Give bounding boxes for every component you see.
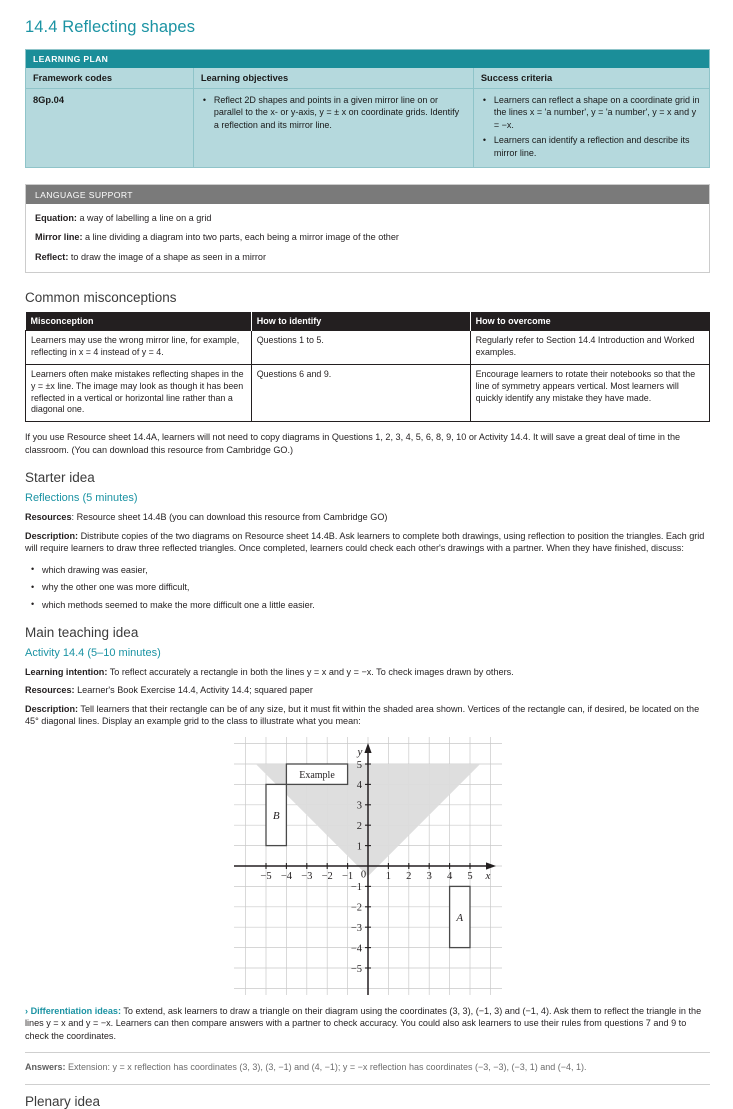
column-header-learning-objectives: Learning objectives [193,68,473,89]
main-activity-title: Activity 14.4 (5–10 minutes) [25,646,161,659]
glossary-definition: to draw the image of a shape as seen in a mirror [70,251,267,262]
axis-tick-label-y: 1 [356,841,362,853]
cell-success-criteria [473,89,709,168]
cell-learning-objectives [193,89,473,168]
list-item: • which drawing was easier, [42,564,710,576]
main-description [25,703,710,728]
glossary-term: Reflect: [35,251,69,262]
axis-tick-label-x: −5 [259,870,272,882]
cell-misconception: Learners often make mistakes reflecting shapes in the y = ±x line. The image may look as though it has been reflected in a vertical or horizontal line rather than a diagonal one. [26,364,252,422]
axis-tick-label-y: 3 [356,800,362,812]
list-item: • which methods seemed to make the more difficult one a little easier. [42,599,710,611]
list-item: • Reflect 2D shapes and points in a given mirror line on or parallel to the x- or y-axis, y = ± x on coordinate grids. Identify a reflection and its mirror line. [214,94,466,131]
axis-tick-label-y: −5 [350,963,362,975]
glossary-entry [35,251,700,263]
coordinate-grid-svg [234,737,502,995]
differentiation-label: Differentiation ideas: [30,1005,122,1016]
axis-tick-label-y: 5 [356,759,362,771]
success-criteria-list [481,94,702,159]
starter-resources [25,511,710,523]
divider [25,1084,710,1085]
learning-objectives-list [201,94,466,131]
axis-tick-label-y: −1 [350,881,362,893]
cell-framework-code [26,89,193,168]
starter-discussion-list [25,564,710,611]
axis-tick-label-x-0: 0 [360,869,366,881]
main-teaching-idea-heading: Main teaching idea [25,624,139,640]
table-header-row [26,312,710,331]
table-row [26,89,709,168]
learning-plan-panel-title: LEARNING PLAN [26,50,709,68]
cell-how-to-overcome: Regularly refer to Section 14.4 Introduction and Worked examples. [470,330,709,364]
list-item: • Learners can identify a reflection and describe its mirror line. [494,134,702,159]
table-row [26,364,710,422]
axis-tick-label-x: 3 [426,870,432,882]
axis-tick-label-y: −4 [350,943,362,955]
column-header-framework-codes: Framework codes [26,68,193,89]
x-axis-label: x [485,869,490,882]
axis-tick-label-x: −3 [300,870,312,882]
axis-tick-label-y: 4 [356,779,362,791]
axis-tick-label-x: 4 [446,870,452,882]
cell-how-to-overcome: Encourage learners to rotate their notebooks so that the line of symmetry appears vertical. Most learners will quickly identify any mistake they have made. [470,364,709,422]
axis-tick-label-y: −2 [350,902,362,914]
column-header-how-to-identify: How to identify [251,312,470,331]
misconceptions-heading: Common misconceptions [25,289,177,305]
glossary-definition: a way of labelling a line on a grid [79,213,212,224]
axis-tick-label-x: −1 [341,870,353,882]
misconceptions-table [25,312,710,423]
starter-activity-title: Reflections (5 minutes) [25,492,138,505]
main-resources [25,684,710,696]
learning-intention [25,666,710,678]
axis-tick-label-x: 1 [385,870,391,882]
starter-resources-label: Resources [25,512,72,523]
starter-description-label: Description: [25,530,79,541]
axis-tick-label-x: −2 [321,870,333,882]
column-header-misconception: Misconception [26,312,252,331]
starter-description-text: Distribute copies of the two diagrams on Resource sheet 14.4B. Ask learners to complete both drawings, using reflection to position the triangles. Each grid will require learners to draw three reflected triangles. Once completed, learners could check each other's drawings with a partner. When they have finished, discuss: [25,530,705,554]
page-content [25,18,710,1109]
glossary-entry [35,231,700,243]
starter-idea-heading: Starter idea [25,470,95,486]
divider [25,1052,710,1053]
glossary-term: Mirror line: [35,232,83,243]
starter-description [25,530,710,555]
resource-sheet-note: If you use Resource sheet 14.4A, learners will not need to copy diagrams in Questions 1, 2, 3, 4, 5, 6, 8, 9, 10 or Activity 14.4. It will save a great deal of time in the classroom. (You can download this resource from Cambridge GO.) [25,432,681,455]
language-support-panel [25,184,710,273]
framework-code-value: 8Gp.04 [33,95,65,105]
shape-label-example: Example [298,769,335,781]
glossary-definition: a line dividing a diagram into two parts, each being a mirror image of the other [85,232,399,243]
shape-label-b: B [272,809,280,822]
chevron-right-icon: › [25,1005,29,1016]
language-support-body [26,204,709,272]
table-header-row [26,68,709,89]
cell-misconception: Learners may use the wrong mirror line, for example, reflecting in x = 4 instead of y = 4. [26,330,252,364]
glossary-term: Equation: [35,213,77,224]
column-header-success-criteria: Success criteria [473,68,709,89]
main-description-text: Tell learners that their rectangle can be of any size, but it must fit within the shaded area shown. Vertices of the rectangle can, if desired, be located on the 45° diagonal lines. Display an example grid to the class to illustrate what you mean: [25,703,700,727]
axis-tick-label-x: 2 [405,870,411,882]
main-resources-text: Learner's Book Exercise 14.4, Activity 14.4; squared paper [74,685,313,696]
axis-tick-label-y: 2 [356,820,362,832]
language-support-panel-title: LANGUAGE SUPPORT [26,185,709,204]
page-title: 14.4 Reflecting shapes [25,18,196,36]
axis-tick-label-x: 5 [466,870,473,882]
shape-label-a: A [455,911,463,924]
list-item: • Learners can reflect a shape on a coordinate grid in the lines x = 'a number', y = 'a number', y = x and y = −x. [494,94,702,131]
answers-label: Answers: [25,1062,66,1073]
plenary-idea-heading: Plenary idea [25,1094,101,1109]
column-header-how-to-overcome: How to overcome [470,312,709,331]
axis-tick-label-y: −3 [350,922,362,934]
answers-text: Extension: y = x reflection has coordinates (3, 3), (3, −1) and (4, −1); y = −x reflection has coordinates (−3, −3), (−3, 1) and (−4, 1). [65,1062,587,1073]
differentiation-text: To extend, ask learners to draw a triangle on their diagram using the coordinates (3, 3), (−1, 3) and (−1, 4). Ask them to reflect the triangle in the lines y = x and y = −x. Learners can then compare answers with a partner to check accuracy. You could also ask learners to use their rules from questions 7 and 9 to check the coordinates. [25,1005,702,1041]
coordinate-grid-figure [25,737,710,995]
axis-tick-label-x: −4 [280,870,292,882]
list-item: • why the other one was more difficult, [42,581,710,593]
learning-plan-panel [25,49,710,168]
answers-block [25,1061,710,1074]
glossary-entry [35,212,700,224]
learning-plan-table [26,68,709,167]
y-axis-label: y [357,745,362,758]
main-resources-label: Resources: [25,685,75,696]
learning-intention-text: To reflect accurately a rectangle in both the lines y = x and y = −x. To check images drawn by others. [107,666,514,677]
main-description-label: Description: [25,703,79,714]
starter-resources-text: : Resource sheet 14.4B (you can download this resource from Cambridge GO) [71,512,388,523]
differentiation-ideas [25,1005,710,1043]
cell-how-to-identify: Questions 6 and 9. [251,364,470,422]
table-row [26,330,710,364]
cell-how-to-identify: Questions 1 to 5. [251,330,470,364]
learning-intention-label: Learning intention: [25,666,108,677]
